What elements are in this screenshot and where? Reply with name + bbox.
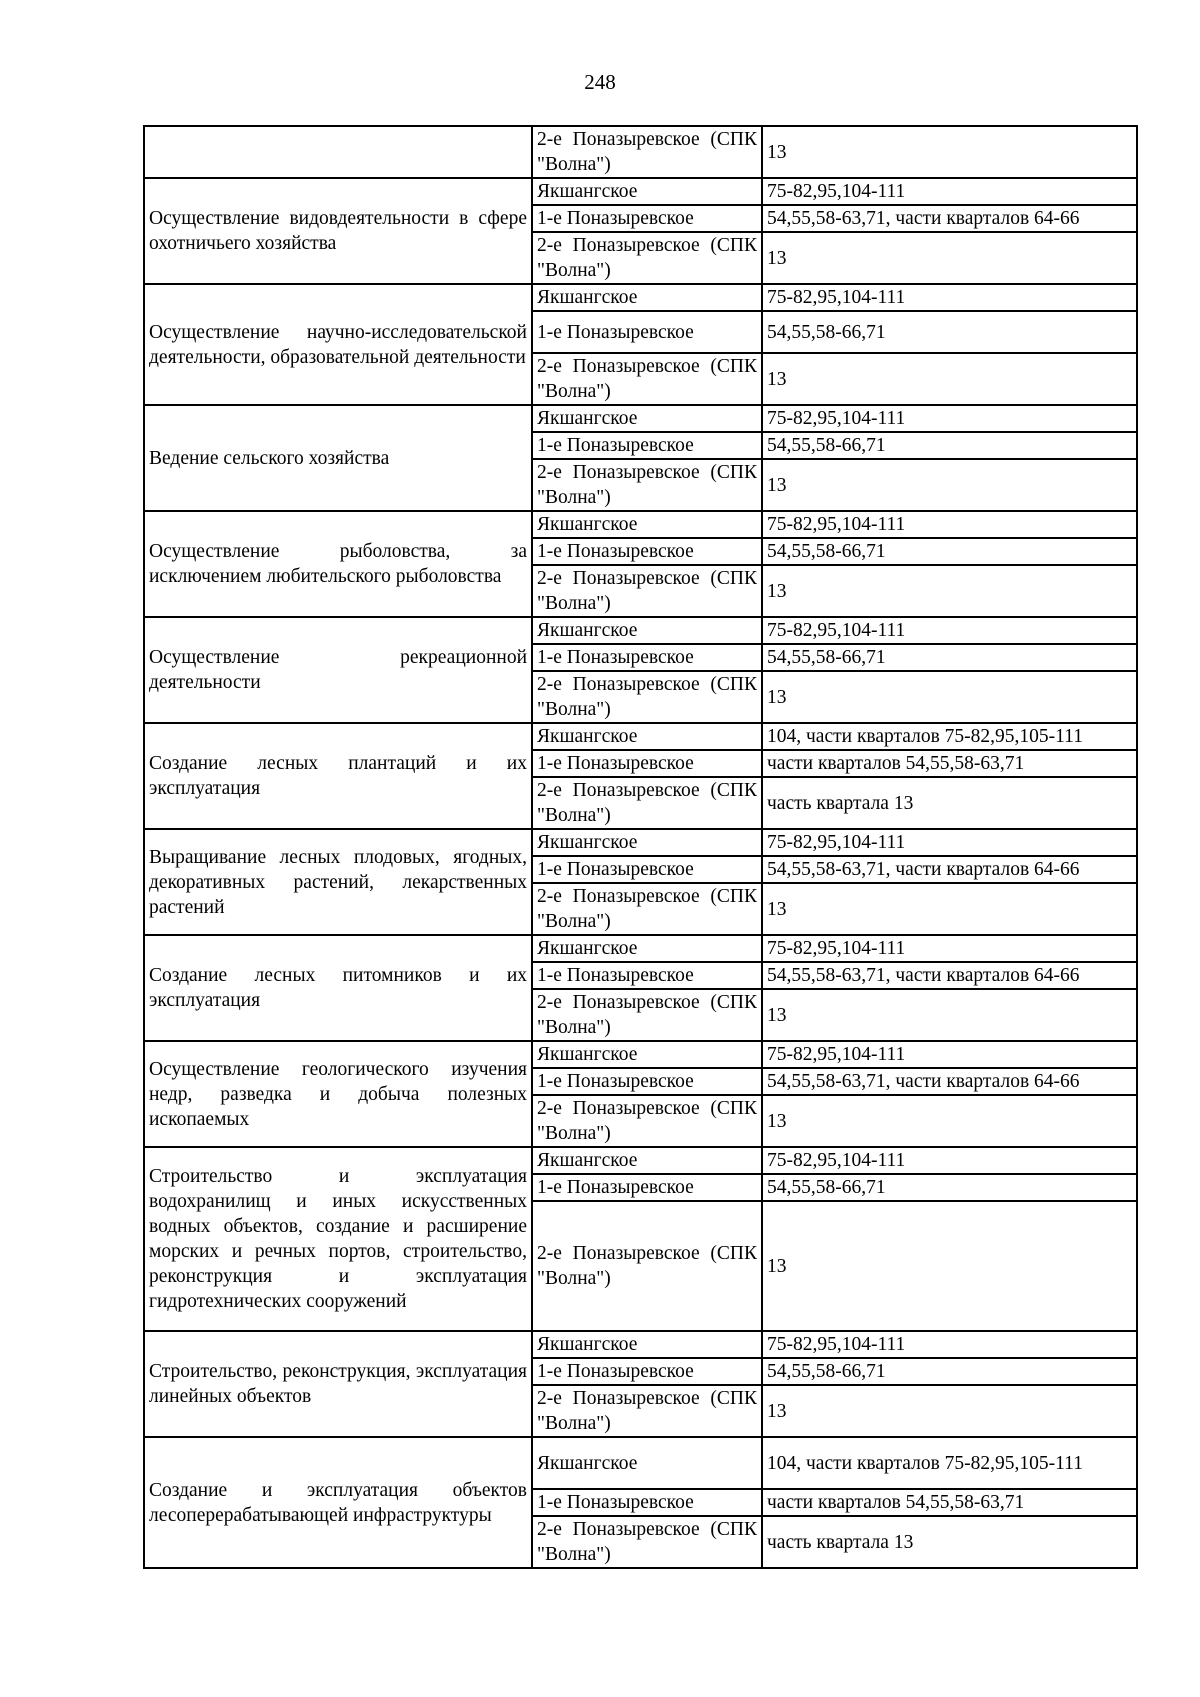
quarters-cell: 54,55,58-66,71 <box>762 311 1137 353</box>
forestry-cell: 1-е Поназыревское <box>532 1174 762 1201</box>
quarters-cell: 75-82,95,104-111 <box>762 1041 1137 1068</box>
forestry-cell: 2-е Поназыревское (СПК "Волна") <box>532 883 762 935</box>
quarters-cell: часть квартала 13 <box>762 777 1137 829</box>
activity-cell: Строительство, реконструкция, эксплуатация линейных объектов <box>144 1331 532 1437</box>
table-row <box>144 1331 1137 1358</box>
quarters-cell: 75-82,95,104-111 <box>762 405 1137 432</box>
quarters-cell: 13 <box>762 1201 1137 1331</box>
quarters-cell: 54,55,58-63,71, части кварталов 64-66 <box>762 962 1137 989</box>
quarters-cell: 75-82,95,104-111 <box>762 284 1137 311</box>
forestry-cell: 2-е Поназыревское (СПК "Волна") <box>532 565 762 617</box>
table-row <box>144 935 1137 962</box>
activity-cell: Ведение сельского хозяйства <box>144 405 532 511</box>
quarters-cell: 54,55,58-66,71 <box>762 644 1137 671</box>
forestry-cell: Якшангское <box>532 1437 762 1489</box>
activity-cell: Осуществление рыболовства, за исключением любительского рыболовства <box>144 511 532 617</box>
forestry-cell: 2-е Поназыревское (СПК "Волна") <box>532 1201 762 1331</box>
forestry-cell: 1-е Поназыревское <box>532 644 762 671</box>
quarters-cell: 13 <box>762 459 1137 511</box>
page-number: 248 <box>584 70 616 94</box>
quarters-cell: часть квартала 13 <box>762 1516 1137 1568</box>
forestry-cell: 2-е Поназыревское (СПК "Волна") <box>532 459 762 511</box>
forestry-cell: 2-е Поназыревское (СПК "Волна") <box>532 353 762 405</box>
table-row <box>144 178 1137 205</box>
quarters-cell: 54,55,58-66,71 <box>762 1174 1137 1201</box>
activity-cell: Создание и эксплуатация объектов лесоперерабатывающей инфраструктуры <box>144 1437 532 1568</box>
table-row <box>144 723 1137 750</box>
activity-cell: Осуществление геологического изучения недр, разведка и добыча полезных ископаемых <box>144 1041 532 1147</box>
forestry-cell: 1-е Поназыревское <box>532 1358 762 1385</box>
quarters-cell: части кварталов 54,55,58-63,71 <box>762 1489 1137 1516</box>
forestry-cell: Якшангское <box>532 284 762 311</box>
quarters-cell: 13 <box>762 565 1137 617</box>
table-row <box>144 1041 1137 1068</box>
quarters-cell: 104, части кварталов 75-82,95,105-111 <box>762 723 1137 750</box>
table-row <box>144 405 1137 432</box>
forestry-cell: 1-е Поназыревское <box>532 856 762 883</box>
table-row <box>144 1147 1137 1174</box>
forestry-cell: 2-е Поназыревское (СПК "Волна") <box>532 1385 762 1437</box>
forestry-cell: Якшангское <box>532 829 762 856</box>
quarters-cell: части кварталов 54,55,58-63,71 <box>762 750 1137 777</box>
quarters-cell: 13 <box>762 353 1137 405</box>
forestry-cell: Якшангское <box>532 1147 762 1174</box>
quarters-cell: 54,55,58-63,71, части кварталов 64-66 <box>762 1068 1137 1095</box>
table-row <box>144 617 1137 644</box>
activity-cell: Создание лесных питомников и их эксплуатация <box>144 935 532 1041</box>
quarters-cell: 75-82,95,104-111 <box>762 829 1137 856</box>
quarters-cell: 13 <box>762 126 1137 178</box>
forestry-cell: Якшангское <box>532 1331 762 1358</box>
table-row <box>144 1437 1137 1489</box>
forestry-cell: 1-е Поназыревское <box>532 1068 762 1095</box>
quarters-cell: 54,55,58-66,71 <box>762 432 1137 459</box>
quarters-cell: 13 <box>762 989 1137 1041</box>
forestry-cell: 2-е Поназыревское (СПК "Волна") <box>532 777 762 829</box>
quarters-cell: 75-82,95,104-111 <box>762 178 1137 205</box>
quarters-cell: 13 <box>762 671 1137 723</box>
forestry-cell: Якшангское <box>532 178 762 205</box>
forestry-cell: Якшангское <box>532 935 762 962</box>
forestry-cell: 2-е Поназыревское (СПК "Волна") <box>532 671 762 723</box>
quarters-cell: 75-82,95,104-111 <box>762 1331 1137 1358</box>
forestry-cell: Якшангское <box>532 511 762 538</box>
quarters-cell: 75-82,95,104-111 <box>762 617 1137 644</box>
forestry-cell: 2-е Поназыревское (СПК "Волна") <box>532 126 762 178</box>
forestry-cell: 1-е Поназыревское <box>532 750 762 777</box>
forestry-cell: Якшангское <box>532 1041 762 1068</box>
forestry-cell: 2-е Поназыревское (СПК "Волна") <box>532 1095 762 1147</box>
forestry-cell: 1-е Поназыревское <box>532 205 762 232</box>
activity-cell: Строительство и эксплуатация водохранилищ и иных искусственных водных объектов, создание и расширение морских и речных портов, строительство, реконструкция и эксплуатация гидротехнических сооружений <box>144 1147 532 1331</box>
quarters-cell: 13 <box>762 1385 1137 1437</box>
forestry-cell: 1-е Поназыревское <box>532 1489 762 1516</box>
forestry-cell: Якшангское <box>532 405 762 432</box>
quarters-cell: 13 <box>762 232 1137 284</box>
quarters-cell: 54,55,58-63,71, части кварталов 64-66 <box>762 856 1137 883</box>
activity-cell: Создание лесных плантаций и их эксплуатация <box>144 723 532 829</box>
quarters-cell: 54,55,58-66,71 <box>762 1358 1137 1385</box>
quarters-cell: 75-82,95,104-111 <box>762 1147 1137 1174</box>
table-row <box>144 284 1137 311</box>
quarters-cell: 54,55,58-66,71 <box>762 538 1137 565</box>
table-row <box>144 829 1137 856</box>
activity-cell: Осуществление рекреационной деятельности <box>144 617 532 723</box>
activity-cell: Осуществление научно-исследовательской деятельности, образовательной деятельности <box>144 284 532 405</box>
activity-cell: Осуществление видовдеятельности в сфере охотничьего хозяйства <box>144 178 532 284</box>
table-row <box>144 126 1137 178</box>
forestry-cell: 2-е Поназыревское (СПК "Волна") <box>532 1516 762 1568</box>
quarters-cell: 13 <box>762 1095 1137 1147</box>
activity-cell: Выращивание лесных плодовых, ягодных, декоративных растений, лекарственных растений <box>144 829 532 935</box>
forest-use-table <box>143 125 1138 1569</box>
forestry-cell: 2-е Поназыревское (СПК "Волна") <box>532 232 762 284</box>
forestry-cell: Якшангское <box>532 617 762 644</box>
quarters-cell: 13 <box>762 883 1137 935</box>
activity-cell <box>144 126 532 178</box>
quarters-cell: 75-82,95,104-111 <box>762 935 1137 962</box>
forestry-cell: 1-е Поназыревское <box>532 432 762 459</box>
forestry-cell: 1-е Поназыревское <box>532 538 762 565</box>
forestry-cell: 2-е Поназыревское (СПК "Волна") <box>532 989 762 1041</box>
forestry-cell: 1-е Поназыревское <box>532 311 762 353</box>
quarters-cell: 104, части кварталов 75-82,95,105-111 <box>762 1437 1137 1489</box>
quarters-cell: 75-82,95,104-111 <box>762 511 1137 538</box>
quarters-cell: 54,55,58-63,71, части кварталов 64-66 <box>762 205 1137 232</box>
forestry-cell: Якшангское <box>532 723 762 750</box>
forestry-cell: 1-е Поназыревское <box>532 962 762 989</box>
table-row <box>144 511 1137 538</box>
